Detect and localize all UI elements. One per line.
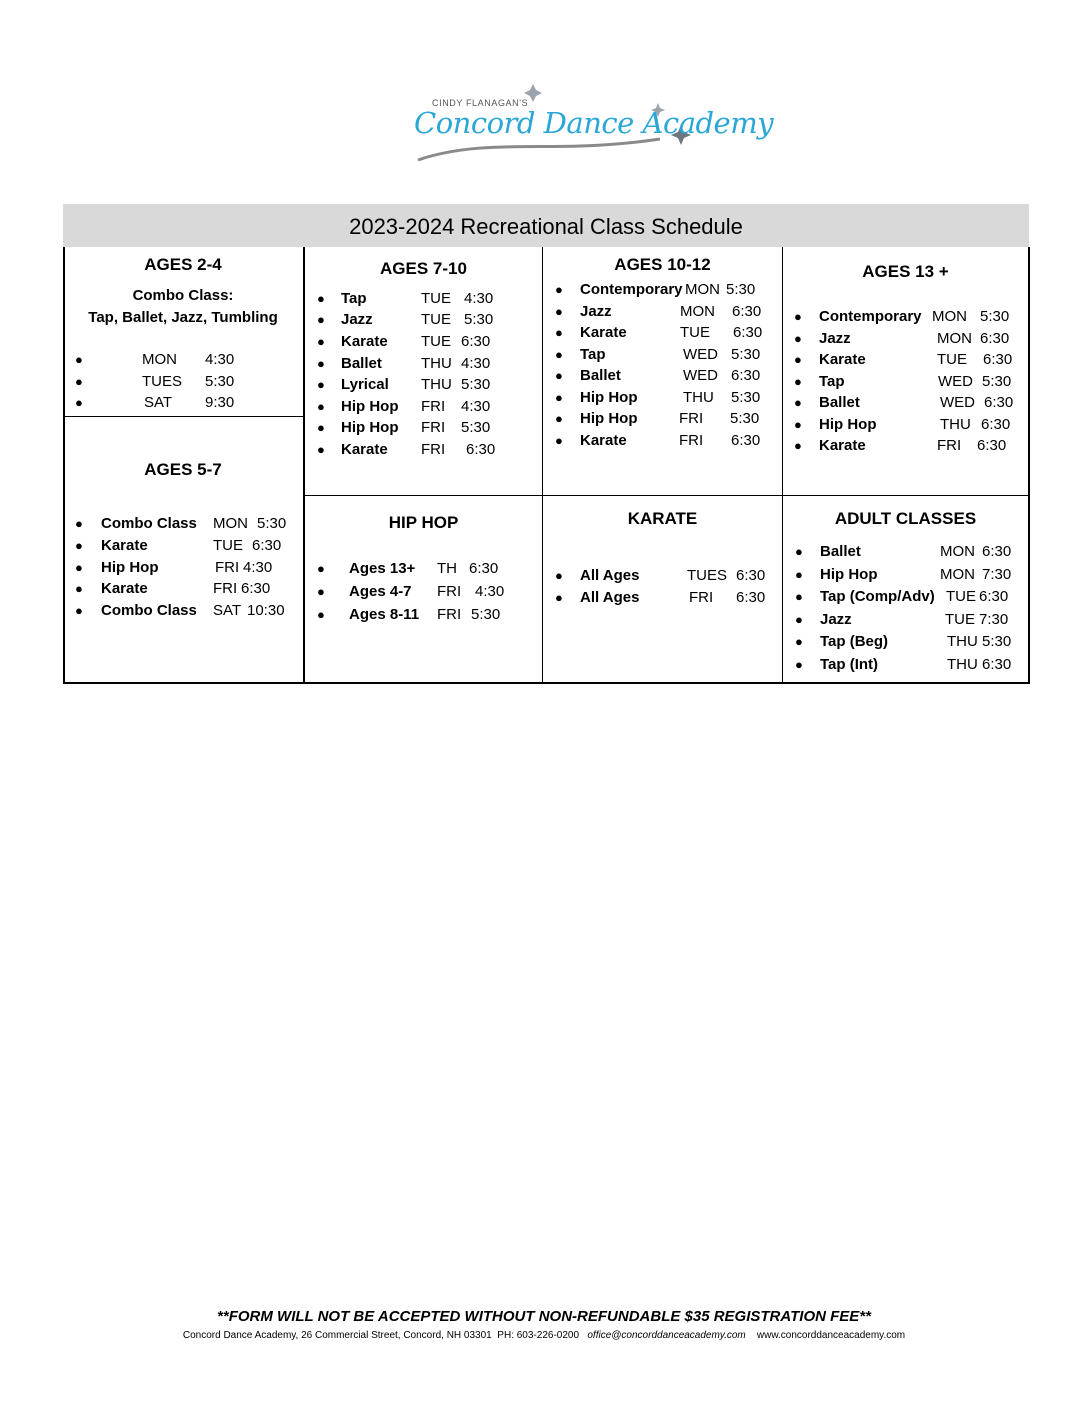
list-item: ● SAT 9:30 — [75, 394, 235, 411]
section-heading: AGES 13 + — [862, 262, 949, 281]
grid-border — [1028, 247, 1030, 684]
list-item: ● Hip Hop FRI 5:30 — [317, 419, 491, 436]
section-ages-2-4 — [63, 247, 303, 416]
list-item: ● Jazz TUE 5:30 — [317, 311, 494, 328]
list-item: ● Tap (Int) THU 6:30 — [795, 656, 1012, 673]
list-item: ● Tap WED 5:30 — [794, 373, 1012, 390]
list-item: ● Hip Hop THU 6:30 — [794, 416, 1011, 433]
list-item: ● Contemporary MON 5:30 — [555, 281, 756, 298]
list-item: ● Ballet WED 6:30 — [794, 394, 1014, 411]
list-item: ● Karate TUE 6:30 — [794, 351, 1013, 368]
contact-line — [0, 1330, 1088, 1341]
section-heading: AGES 5-7 — [144, 460, 222, 479]
section-heading: AGES 7-10 — [380, 259, 467, 278]
list-item: ● Combo Class SAT 10:30 — [75, 602, 285, 619]
list-item: ● Ages 8-11 FRI 5:30 — [317, 606, 501, 623]
list-item: ● Contemporary MON 5:30 — [794, 308, 1010, 325]
list-item: ● Hip Hop THU 5:30 — [555, 389, 761, 406]
list-item: ● Karate FRI 6:30 — [75, 580, 271, 597]
section-karate — [543, 496, 782, 682]
list-item: ● Tap TUE 4:30 — [317, 290, 494, 307]
email-link[interactable]: office@concorddanceacademy.com — [587, 1330, 746, 1341]
list-item: ● Karate TUE 6:30 — [75, 537, 282, 554]
list-item: ● Karate FRI 6:30 — [555, 432, 761, 449]
schedule-title: 2023-2024 Recreational Class Schedule — [63, 204, 1029, 247]
list-item: ● Jazz TUE 7:30 — [795, 611, 1009, 628]
list-item: ● All Ages FRI 6:30 — [555, 589, 766, 606]
list-item: ● Hip Hop FRI 4:30 — [75, 559, 273, 576]
list-item: ● Hip Hop FRI 5:30 — [555, 410, 760, 427]
registration-fee-notice: **FORM WILL NOT BE ACCEPTED WITHOUT NON-REFUNDABLE $35 REGISTRATION FEE** — [217, 1308, 871, 1325]
list-item: ● Karate TUE 6:30 — [555, 324, 763, 341]
grid-border — [63, 682, 1030, 684]
logo-subtitle: CINDY FLANAGAN'S — [432, 98, 529, 108]
list-item: ● Tap WED 5:30 — [555, 346, 761, 363]
section-heading: KARATE — [627, 509, 698, 528]
section-heading: AGES 2-4 — [144, 255, 222, 274]
list-item: ● Combo Class MON 5:30 — [75, 515, 287, 532]
address: Concord Dance Academy, 26 Commercial Street, Concord, NH 03301 — [182, 1330, 492, 1341]
section-subtitle: Combo Class: — [132, 287, 234, 304]
section-ages-13-plus — [783, 247, 1028, 495]
list-item: ● Tap (Beg) THU 5:30 — [795, 633, 1012, 650]
list-item: ● Ballet THU 4:30 — [317, 355, 491, 372]
list-item: ● All Ages TUES 6:30 — [555, 567, 766, 584]
list-item: ● Hip Hop FRI 4:30 — [317, 398, 491, 415]
section-heading: HIP HOP — [388, 513, 459, 532]
list-item: ● Jazz MON 6:30 — [555, 303, 762, 320]
list-item: ● Karate FRI 6:30 — [317, 441, 496, 458]
website-link[interactable]: www.concorddanceacademy.com — [756, 1330, 906, 1341]
logo-name: Concord Dance Academy — [414, 106, 774, 140]
list-item: ● Ages 4-7 FRI 4:30 — [317, 583, 505, 600]
section-ages-10-12 — [543, 247, 782, 495]
list-item: ● Hip Hop MON 7:30 — [795, 566, 1012, 583]
list-item: ● TUES 5:30 — [75, 373, 235, 390]
academy-logo — [410, 84, 774, 168]
section-ages-7-10 — [305, 247, 542, 495]
list-item: ● Karate FRI 6:30 — [794, 437, 1007, 454]
section-adult-classes — [783, 496, 1028, 682]
list-item: ● Tap (Comp/Adv) TUE 6:30 — [795, 588, 1009, 605]
section-ages-5-7 — [63, 417, 303, 682]
list-item: ● Lyrical THU 5:30 — [317, 376, 491, 393]
list-item: ● Karate TUE 6:30 — [317, 333, 491, 350]
section-heading: AGES 10-12 — [614, 255, 711, 274]
section-subtitle: Tap, Ballet, Jazz, Tumbling — [88, 309, 278, 326]
section-hip-hop — [305, 496, 542, 682]
list-item: ● MON 4:30 — [75, 351, 235, 368]
schedule-grid — [63, 247, 1029, 683]
list-item: ● Ages 13+ TH 6:30 — [317, 560, 499, 577]
list-item: ● Jazz MON 6:30 — [794, 330, 1010, 347]
phone: PH: 603-226-0200 — [497, 1330, 580, 1341]
section-heading: ADULT CLASSES — [834, 509, 977, 528]
list-item: ● Ballet WED 6:30 — [555, 367, 761, 384]
list-item: ● Ballet MON 6:30 — [795, 543, 1012, 560]
